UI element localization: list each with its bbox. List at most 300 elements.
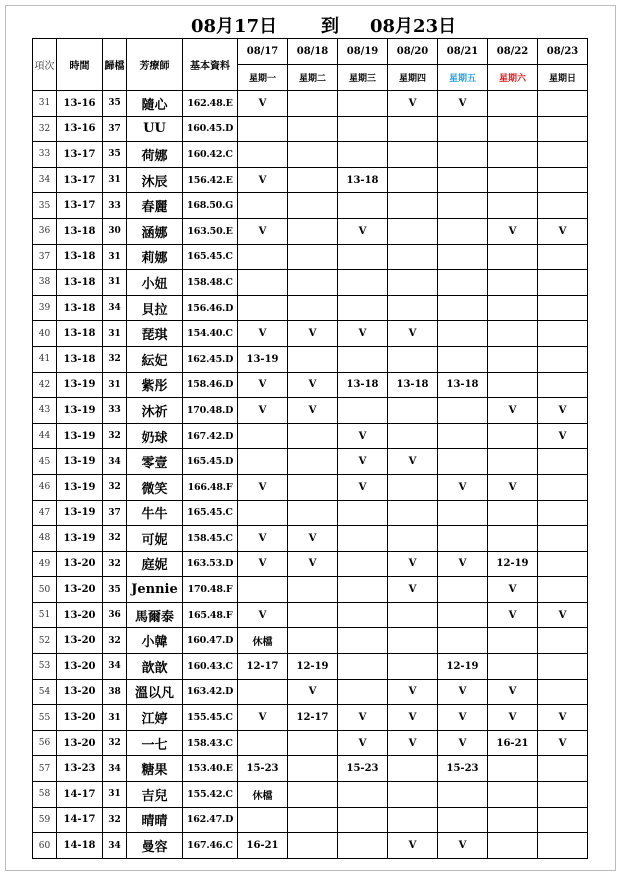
schedule-cell: V (538, 602, 588, 628)
row-age: 32 (103, 423, 127, 449)
row-age: 32 (103, 474, 127, 500)
header-weekday: 星期三 (338, 65, 388, 91)
row-age: 32 (103, 551, 127, 577)
row-no: 50 (33, 577, 57, 603)
row-name: 春麗 (127, 193, 183, 219)
row-info: 160.47.D (183, 628, 238, 654)
row-info: 160.43.C (183, 654, 238, 680)
schedule-cell (288, 244, 338, 270)
table-row (33, 116, 588, 142)
row-time: 13-20 (57, 705, 103, 731)
row-name: 庭妮 (127, 551, 183, 577)
schedule-cell: 12-19 (438, 654, 488, 680)
schedule-cell: V (538, 705, 588, 731)
table-row (33, 398, 588, 424)
schedule-cell: V (338, 423, 388, 449)
schedule-cell (238, 730, 288, 756)
header-weekday: 星期日 (538, 65, 588, 91)
row-age: 38 (103, 679, 127, 705)
row-info: 163.53.D (183, 551, 238, 577)
schedule-cell (438, 244, 488, 270)
schedule-cell (288, 346, 338, 372)
row-no: 40 (33, 321, 57, 347)
row-time: 13-23 (57, 756, 103, 782)
schedule-cell (388, 602, 438, 628)
schedule-cell (538, 270, 588, 296)
schedule-cell: V (338, 449, 388, 475)
schedule-cell: 12-19 (488, 551, 538, 577)
schedule-cell (488, 116, 538, 142)
schedule-cell (488, 321, 538, 347)
row-no: 54 (33, 679, 57, 705)
row-name: 微笑 (127, 474, 183, 500)
table-row (33, 142, 588, 168)
schedule-cell (488, 782, 538, 808)
table-row (33, 500, 588, 526)
table-row (33, 782, 588, 808)
schedule-cell (538, 500, 588, 526)
schedule-cell (388, 270, 438, 296)
title-end-date: 08月23日 (370, 16, 457, 37)
schedule-cell (438, 167, 488, 193)
schedule-cell (338, 346, 388, 372)
schedule-cell: 13-18 (338, 372, 388, 398)
schedule-cell (288, 807, 338, 833)
row-no: 56 (33, 730, 57, 756)
row-time: 13-18 (57, 218, 103, 244)
row-age: 35 (103, 91, 127, 117)
row-no: 35 (33, 193, 57, 219)
schedule-cell: V (388, 91, 438, 117)
row-age: 32 (103, 526, 127, 552)
row-info: 158.45.C (183, 526, 238, 552)
schedule-cell (288, 449, 338, 475)
header-weekday-saturday: 星期六 (488, 65, 538, 91)
schedule-body (33, 91, 588, 859)
row-age: 33 (103, 193, 127, 219)
schedule-cell: 16-21 (488, 730, 538, 756)
row-name: 貝拉 (127, 295, 183, 321)
row-info: 154.40.C (183, 321, 238, 347)
row-name: 紫彤 (127, 372, 183, 398)
schedule-cell (388, 756, 438, 782)
schedule-cell (488, 628, 538, 654)
row-age: 31 (103, 270, 127, 296)
schedule-cell (288, 295, 338, 321)
schedule-cell (338, 91, 388, 117)
schedule-cell: V (438, 833, 488, 859)
schedule-cell (488, 91, 538, 117)
schedule-cell (538, 628, 588, 654)
schedule-cell (488, 346, 538, 372)
row-no: 34 (33, 167, 57, 193)
schedule-cell: 16-21 (238, 833, 288, 859)
table-row (33, 679, 588, 705)
table-row (33, 551, 588, 577)
schedule-cell (338, 398, 388, 424)
row-age: 34 (103, 833, 127, 859)
table-row (33, 372, 588, 398)
schedule-cell (438, 782, 488, 808)
schedule-cell (288, 474, 338, 500)
row-time: 13-18 (57, 321, 103, 347)
schedule-title (0, 10, 623, 38)
table-row (33, 474, 588, 500)
row-name: 吉兒 (127, 782, 183, 808)
header-date: 08/17 (238, 39, 288, 65)
table-row (33, 628, 588, 654)
row-info: 158.46.D (183, 372, 238, 398)
row-info: 165.45.C (183, 500, 238, 526)
schedule-cell (488, 423, 538, 449)
schedule-cell (488, 244, 538, 270)
schedule-cell: V (238, 218, 288, 244)
schedule-cell: V (438, 91, 488, 117)
schedule-cell (488, 270, 538, 296)
row-age: 35 (103, 142, 127, 168)
schedule-table (32, 38, 588, 859)
row-time: 13-18 (57, 244, 103, 270)
row-info: 156.42.E (183, 167, 238, 193)
schedule-cell: V (238, 372, 288, 398)
schedule-cell: V (388, 679, 438, 705)
row-age: 35 (103, 577, 127, 603)
schedule-cell: V (488, 398, 538, 424)
schedule-cell (438, 193, 488, 219)
schedule-cell (388, 500, 438, 526)
schedule-cell: 12-17 (288, 705, 338, 731)
schedule-cell: V (538, 398, 588, 424)
schedule-cell (388, 167, 438, 193)
schedule-cell: V (238, 602, 288, 628)
row-time: 13-20 (57, 602, 103, 628)
schedule-cell (238, 577, 288, 603)
header-date: 08/20 (388, 39, 438, 65)
row-info: 153.40.E (183, 756, 238, 782)
schedule-cell (388, 807, 438, 833)
schedule-cell (538, 449, 588, 475)
schedule-cell: 休檔 (238, 628, 288, 654)
row-info: 155.45.C (183, 705, 238, 731)
schedule-cell: 12-17 (238, 654, 288, 680)
table-row (33, 577, 588, 603)
row-time: 13-20 (57, 730, 103, 756)
schedule-cell (538, 807, 588, 833)
row-name: UU (127, 116, 183, 142)
schedule-cell (488, 833, 538, 859)
schedule-cell: V (288, 321, 338, 347)
schedule-cell: V (338, 705, 388, 731)
row-name: 馬爾泰 (127, 602, 183, 628)
row-info: 163.50.E (183, 218, 238, 244)
row-no: 31 (33, 91, 57, 117)
schedule-cell (338, 142, 388, 168)
schedule-cell: V (388, 321, 438, 347)
title-to: 到 (321, 16, 339, 37)
row-no: 53 (33, 654, 57, 680)
schedule-cell: V (238, 167, 288, 193)
row-no: 39 (33, 295, 57, 321)
table-row (33, 321, 588, 347)
row-info: 168.50.G (183, 193, 238, 219)
row-name: 糖果 (127, 756, 183, 782)
row-name: 小妞 (127, 270, 183, 296)
row-time: 13-19 (57, 423, 103, 449)
schedule-cell: V (488, 577, 538, 603)
schedule-cell (438, 526, 488, 552)
header-date: 08/21 (438, 39, 488, 65)
schedule-cell (238, 679, 288, 705)
row-time: 13-19 (57, 449, 103, 475)
schedule-cell (338, 679, 388, 705)
row-age: 34 (103, 756, 127, 782)
schedule-cell (538, 551, 588, 577)
schedule-cell (438, 321, 488, 347)
schedule-cell: V (488, 705, 538, 731)
schedule-cell: V (388, 833, 438, 859)
table-row (33, 167, 588, 193)
row-name: 一七 (127, 730, 183, 756)
schedule-cell: V (338, 218, 388, 244)
schedule-cell (538, 679, 588, 705)
schedule-cell (288, 782, 338, 808)
schedule-cell: V (388, 577, 438, 603)
row-name: Jennie (127, 577, 183, 603)
schedule-cell: V (238, 526, 288, 552)
schedule-cell (338, 270, 388, 296)
schedule-cell (438, 295, 488, 321)
schedule-cell: V (238, 321, 288, 347)
row-name: 零壹 (127, 449, 183, 475)
row-time: 13-17 (57, 193, 103, 219)
row-no: 41 (33, 346, 57, 372)
row-name: 涵娜 (127, 218, 183, 244)
row-no: 60 (33, 833, 57, 859)
row-age: 31 (103, 782, 127, 808)
schedule-cell (438, 449, 488, 475)
schedule-cell (438, 218, 488, 244)
schedule-cell (288, 142, 338, 168)
schedule-cell (338, 295, 388, 321)
schedule-cell: V (238, 705, 288, 731)
table-row (33, 244, 588, 270)
schedule-cell (538, 295, 588, 321)
row-info: 167.42.D (183, 423, 238, 449)
row-info: 170.48.D (183, 398, 238, 424)
schedule-cell: 15-23 (338, 756, 388, 782)
schedule-cell (388, 142, 438, 168)
row-name: 可妮 (127, 526, 183, 552)
schedule-cell (438, 500, 488, 526)
row-info: 156.46.D (183, 295, 238, 321)
schedule-cell (488, 372, 538, 398)
schedule-cell (438, 142, 488, 168)
row-age: 32 (103, 346, 127, 372)
schedule-cell (488, 654, 538, 680)
table-row (33, 756, 588, 782)
row-time: 13-20 (57, 551, 103, 577)
schedule-cell (538, 474, 588, 500)
row-age: 33 (103, 398, 127, 424)
row-no: 48 (33, 526, 57, 552)
row-info: 162.45.D (183, 346, 238, 372)
row-name: 江婷 (127, 705, 183, 731)
header-name: 芳療師 (127, 39, 183, 91)
row-time: 13-19 (57, 474, 103, 500)
header-date: 08/23 (538, 39, 588, 65)
table-row (33, 654, 588, 680)
schedule-cell: V (238, 474, 288, 500)
row-age: 34 (103, 449, 127, 475)
row-age: 34 (103, 295, 127, 321)
row-name: 歆歆 (127, 654, 183, 680)
row-name: 琵琪 (127, 321, 183, 347)
header-weekday-friday: 星期五 (438, 65, 488, 91)
row-age: 31 (103, 321, 127, 347)
header-date: 08/22 (488, 39, 538, 65)
row-name: 小韓 (127, 628, 183, 654)
schedule-cell (288, 116, 338, 142)
row-name: 紜妃 (127, 346, 183, 372)
row-time: 13-19 (57, 372, 103, 398)
schedule-cell (388, 474, 438, 500)
table-row (33, 730, 588, 756)
row-time: 13-18 (57, 346, 103, 372)
schedule-cell: 15-23 (438, 756, 488, 782)
schedule-cell (388, 346, 438, 372)
row-age: 31 (103, 705, 127, 731)
row-name: 莉娜 (127, 244, 183, 270)
table-row (33, 270, 588, 296)
row-age: 30 (103, 218, 127, 244)
schedule-cell (338, 654, 388, 680)
table-row (33, 526, 588, 552)
row-info: 170.48.F (183, 577, 238, 603)
row-info: 160.42.C (183, 142, 238, 168)
row-no: 37 (33, 244, 57, 270)
schedule-cell (538, 193, 588, 219)
schedule-cell (438, 346, 488, 372)
row-time: 13-19 (57, 526, 103, 552)
row-name: 沐辰 (127, 167, 183, 193)
row-age: 31 (103, 167, 127, 193)
row-age: 37 (103, 500, 127, 526)
row-info: 166.48.F (183, 474, 238, 500)
row-time: 13-16 (57, 116, 103, 142)
schedule-cell (538, 321, 588, 347)
schedule-cell (338, 602, 388, 628)
row-age: 34 (103, 654, 127, 680)
row-age: 37 (103, 116, 127, 142)
schedule-cell (488, 526, 538, 552)
schedule-cell: V (388, 705, 438, 731)
schedule-cell (538, 372, 588, 398)
row-info: 163.42.D (183, 679, 238, 705)
schedule-cell: 13-19 (238, 346, 288, 372)
schedule-cell (288, 577, 338, 603)
schedule-cell: V (388, 449, 438, 475)
row-no: 36 (33, 218, 57, 244)
row-info: 158.48.C (183, 270, 238, 296)
schedule-cell (488, 500, 538, 526)
row-age: 32 (103, 807, 127, 833)
row-info: 165.48.F (183, 602, 238, 628)
schedule-cell (338, 526, 388, 552)
schedule-cell (288, 602, 338, 628)
row-no: 58 (33, 782, 57, 808)
schedule-cell: V (438, 705, 488, 731)
schedule-cell (388, 295, 438, 321)
table-row (33, 833, 588, 859)
schedule-cell (538, 167, 588, 193)
header-info: 基本資料 (183, 39, 238, 91)
schedule-cell (238, 423, 288, 449)
row-info: 162.48.E (183, 91, 238, 117)
schedule-cell (338, 628, 388, 654)
table-row (33, 807, 588, 833)
schedule-cell: V (238, 398, 288, 424)
row-age: 31 (103, 372, 127, 398)
row-info: 167.46.C (183, 833, 238, 859)
row-info: 165.45.C (183, 244, 238, 270)
schedule-cell: V (488, 218, 538, 244)
row-age: 32 (103, 730, 127, 756)
schedule-cell (538, 654, 588, 680)
schedule-cell (338, 807, 388, 833)
row-time: 14-17 (57, 782, 103, 808)
schedule-cell (488, 295, 538, 321)
schedule-cell (388, 654, 438, 680)
table-row (33, 705, 588, 731)
schedule-cell: V (538, 423, 588, 449)
table-row (33, 423, 588, 449)
schedule-cell: V (438, 730, 488, 756)
row-no: 46 (33, 474, 57, 500)
row-no: 45 (33, 449, 57, 475)
schedule-cell (488, 756, 538, 782)
schedule-cell (438, 577, 488, 603)
schedule-cell (238, 193, 288, 219)
schedule-cell (538, 526, 588, 552)
row-info: 162.47.D (183, 807, 238, 833)
schedule-cell (438, 628, 488, 654)
row-no: 32 (33, 116, 57, 142)
row-info: 158.43.C (183, 730, 238, 756)
schedule-cell (388, 782, 438, 808)
row-no: 38 (33, 270, 57, 296)
schedule-cell (538, 782, 588, 808)
schedule-cell (488, 167, 538, 193)
header-weekday: 星期一 (238, 65, 288, 91)
schedule-cell: V (538, 218, 588, 244)
schedule-cell (438, 398, 488, 424)
row-name: 溫以凡 (127, 679, 183, 705)
table-row (33, 218, 588, 244)
schedule-cell (238, 142, 288, 168)
row-time: 13-18 (57, 270, 103, 296)
schedule-cell (288, 628, 338, 654)
schedule-cell: V (388, 551, 438, 577)
row-no: 57 (33, 756, 57, 782)
row-name: 牛牛 (127, 500, 183, 526)
schedule-cell (538, 756, 588, 782)
row-age: 32 (103, 628, 127, 654)
schedule-cell (238, 807, 288, 833)
row-name: 隨心 (127, 91, 183, 117)
schedule-cell (538, 346, 588, 372)
table-row (33, 449, 588, 475)
schedule-cell (288, 756, 338, 782)
